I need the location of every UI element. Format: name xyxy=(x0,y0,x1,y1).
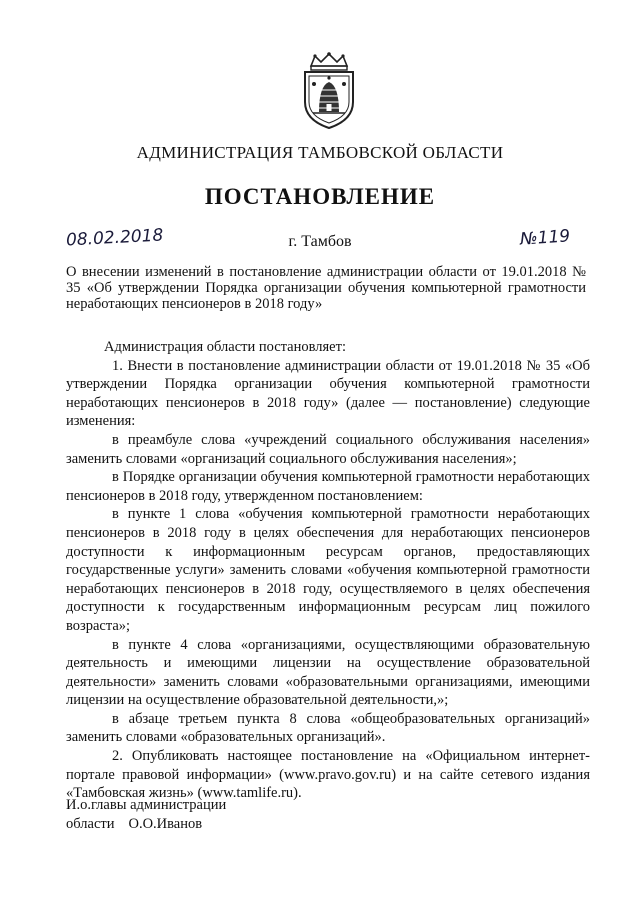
signatory-name: О.О.Иванов xyxy=(128,815,203,832)
document-body xyxy=(66,338,590,803)
body-paragraph: в пункте 4 слова «организациями, осуществляющими образовательную деятельность и имеющими лицензии на осуществление образовательной деятельности» заменить словами «образовательными организациями, имеющими лицензии на осуществление образовательной деятельности,»; xyxy=(66,636,590,709)
signatory-position-line2: области xyxy=(66,815,115,832)
body-lead: Администрация области постановляет: xyxy=(104,339,346,355)
body-paragraph: 2. Опубликовать настоящее постановление на «Официальном интернет-портале правовой информации» (www.pravo.gov.ru) и на сайте сетевого издания «Тамбовская жизнь» (www.tamlife.ru). xyxy=(66,748,590,802)
body-paragraph: в Порядке организации обучения компьютерной грамотности неработающих пенсионеров в 2018 году, утвержденном постановлением: xyxy=(66,469,590,504)
document-type-title: ПОСТАНОВЛЕНИЕ xyxy=(204,184,436,209)
signatory-position-line1: И.о.главы администрации xyxy=(66,797,227,813)
body-paragraph: в преамбуле слова «учреждений социального обслуживания населения» заменить словами «организаций социального обслуживания населения»; xyxy=(66,431,590,467)
document-number: №119 xyxy=(519,226,571,250)
body-paragraph: 1. Внести в постановление администрации области от 19.01.2018 № 35 «Об утверждении Порядка организации обучения компьютерной грамотности неработающих пенсионеров в 2018 году» (далее — постановление) следующие изменения: xyxy=(66,357,590,430)
body-paragraph: в пункте 1 слова «обучения компьютерной грамотности неработающих пенсионеров в 2018 году в целях обеспечения для неработающих пенсионеров доступности к информационным ресурсам органов, предоставляющих государственные услуги» заменить словами «обучения компьютерной грамотности неработающих пенсионеров в 2018 году, осуществляемого в целях обеспечения доступности к государственным информационным ресурсам лиц пожилого возраста»; xyxy=(66,506,590,634)
signature-block xyxy=(66,796,226,833)
document-subject: О внесении изменений в постановление администрации области от 19.01.2018 № 35 «Об утверждении Порядка организации обучения компьютерной грамотности неработающих пенсионеров в 2018 году» xyxy=(66,264,586,312)
organization-name: АДМИНИСТРАЦИЯ ТАМБОВСКОЙ ОБЛАСТИ xyxy=(136,143,504,162)
document-city: г. Тамбов xyxy=(288,233,352,250)
document-date: 08.02.2018 xyxy=(65,225,164,251)
coat-of-arms-icon xyxy=(297,52,361,130)
body-paragraph: в абзаце третьем пункта 8 слова «общеобразовательных организаций» заменить словами «образовательных организаций». xyxy=(66,710,590,746)
